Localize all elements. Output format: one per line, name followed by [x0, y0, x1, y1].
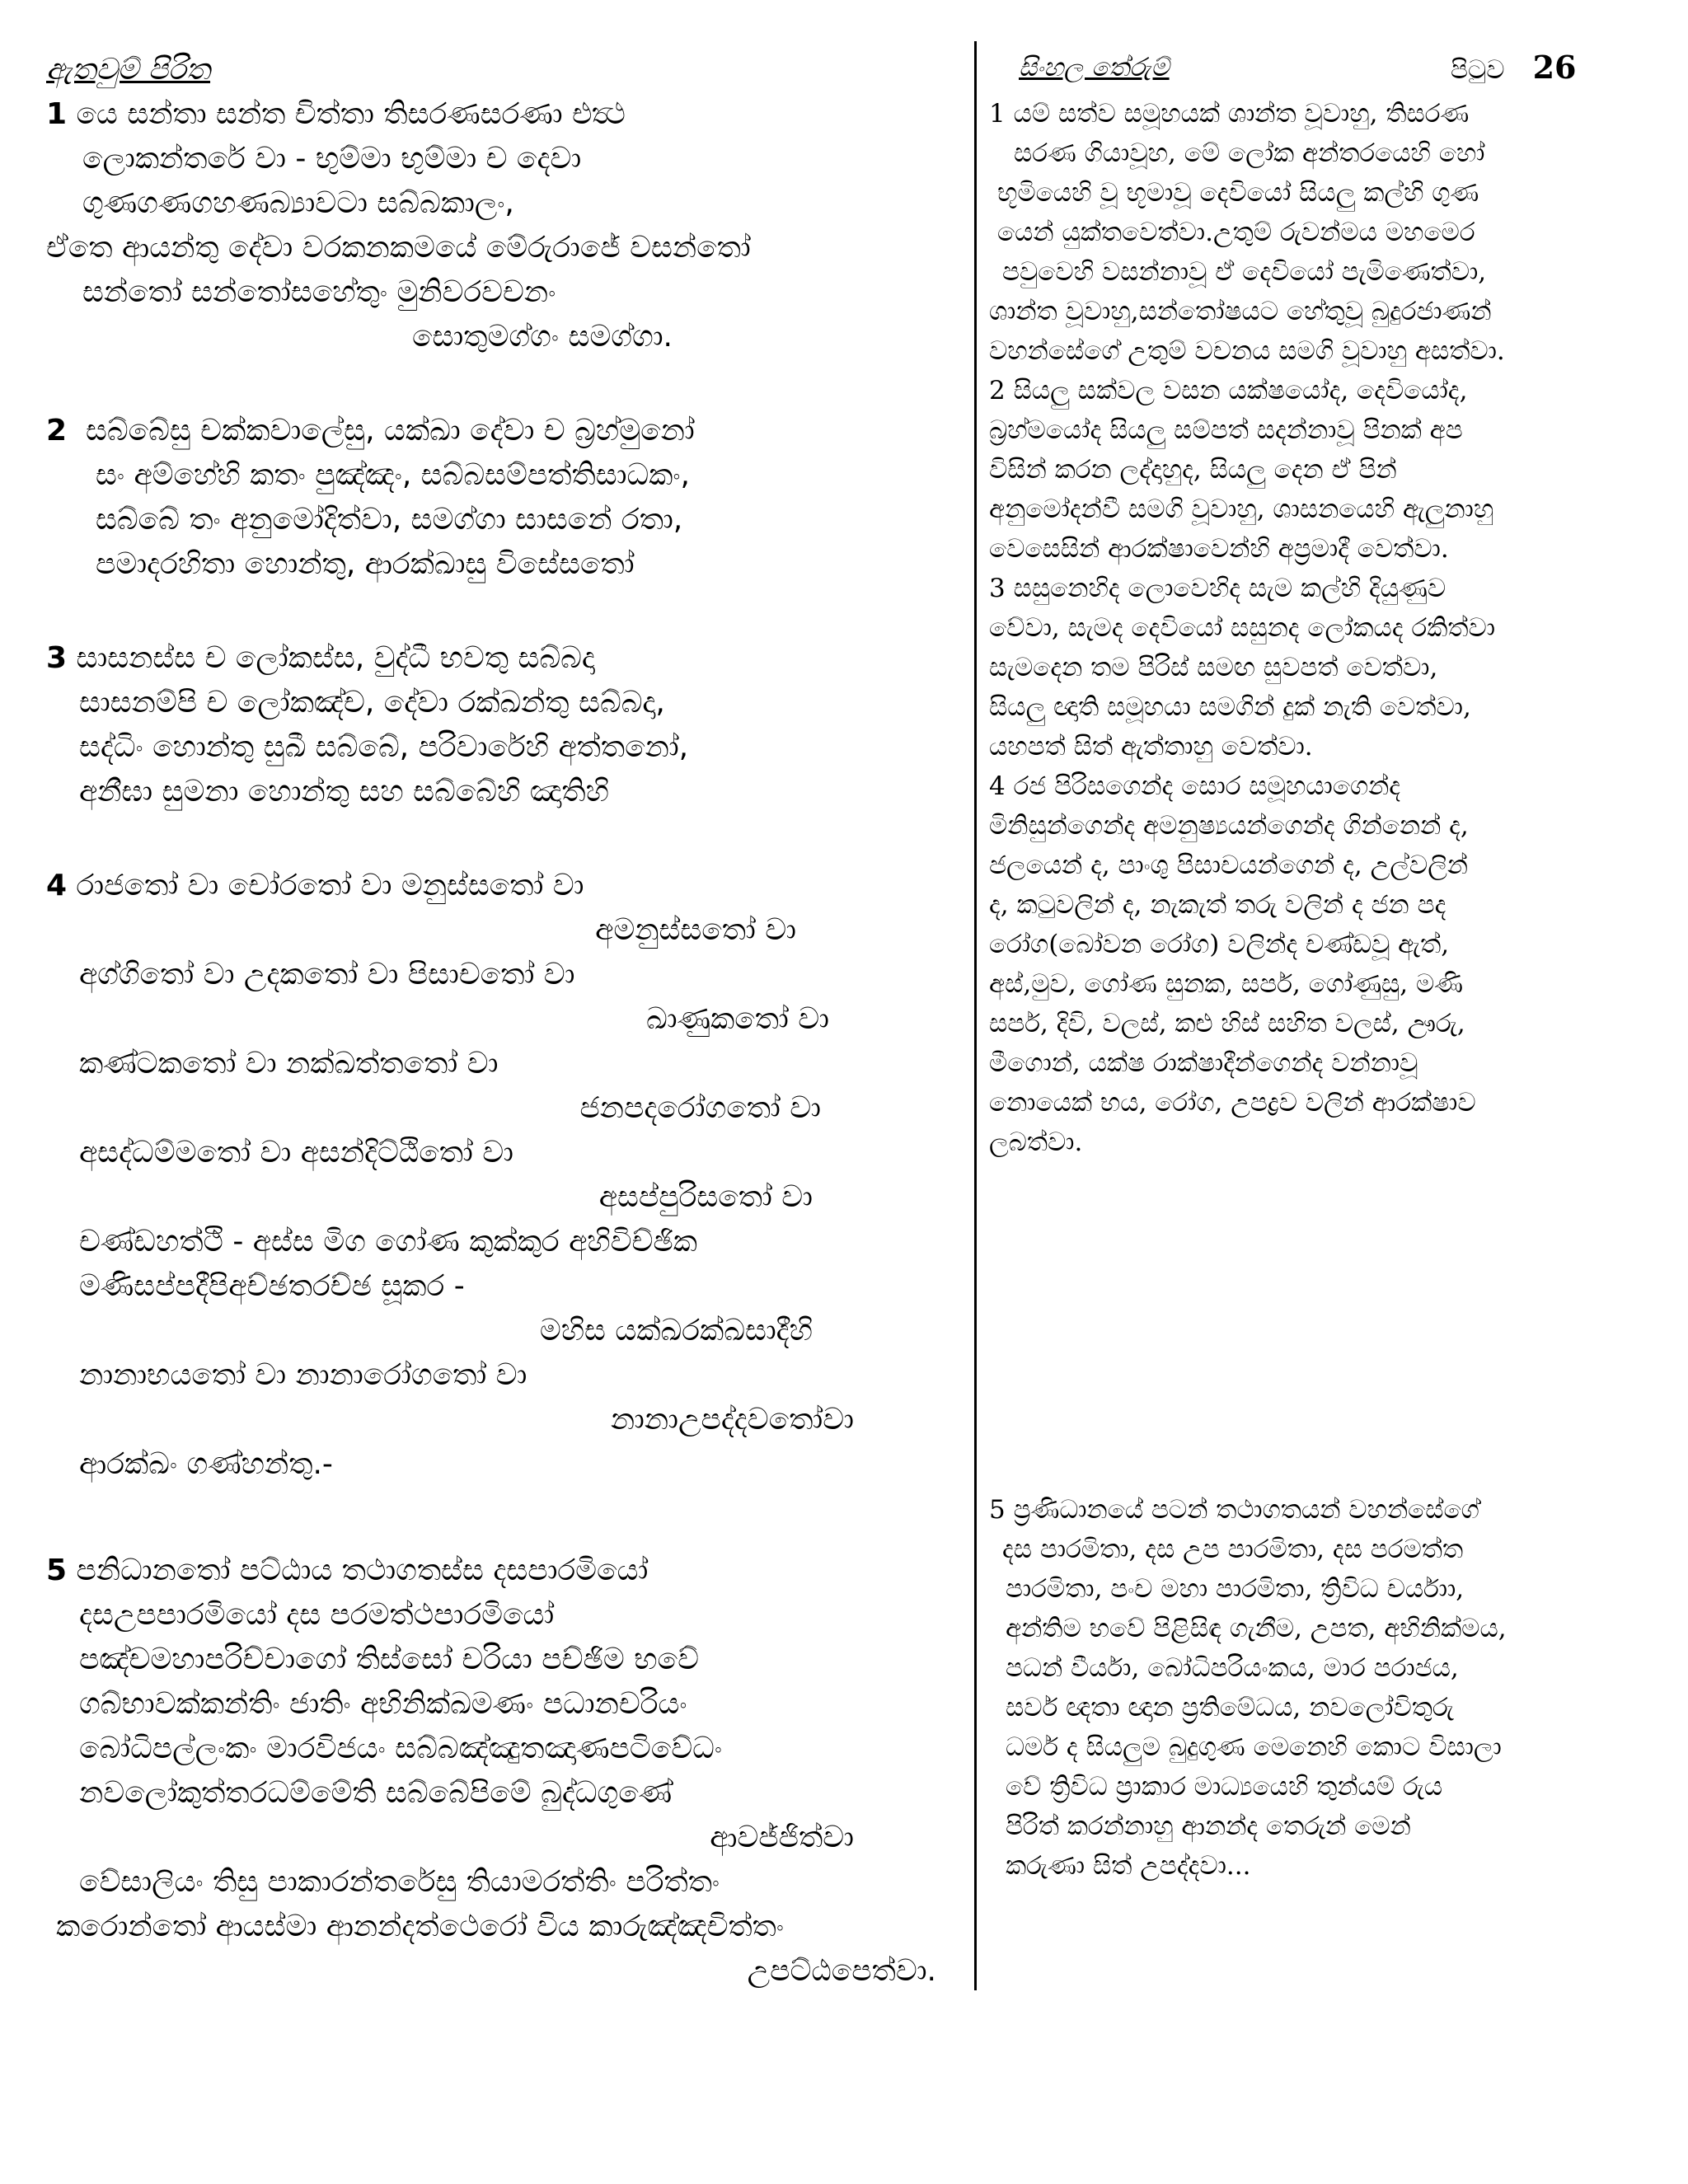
stanza-line: කණ්ටකතෝ වා නක්ඛත්තතෝ වා [79, 1047, 499, 1080]
translation-line: 3 සසුනෙහිද ලොවෙහිද සැම කල්හි දියුණුව [989, 574, 1447, 603]
page-number-label [1451, 48, 1576, 90]
stanza-line: සබ්බේ තං අනුමෝදිත්වා, සමග්ගා සාසනේ රතා, [96, 503, 683, 537]
translation-line: 4 රජ පිරිසගෙන්ද සොර සමූහයාගෙන්ද [989, 771, 1401, 801]
pali-stanza-5 [46, 1549, 961, 1994]
translation-line: කරුණා සිත් උපද්දවා... [1006, 1851, 1251, 1881]
stanza-number: 1 [46, 97, 68, 131]
stanza-line: අසප්පුරිසතෝ වා [598, 1180, 813, 1214]
page-label: පිටුව [1451, 55, 1505, 85]
stanza-number: 2 [46, 414, 68, 448]
stanza-line: නවලෝකුත්තරධම්මේති සබ්බේපිමේ බුද්ධගුණේ [79, 1776, 673, 1810]
translation-line: පිරිත් කරන්නාහු ආනන්ද තෙරුන් මෙන් [1006, 1811, 1411, 1841]
translation-line: සරණ ගියාවූහ, මේ ලෝක අන්තරයෙහි හෝ [1014, 138, 1485, 168]
stanza-line: අග්ගිතෝ වා උදකතෝ වා පිසාචතෝ වා [79, 958, 575, 991]
stanza-line: අමනුස්සතෝ වා [595, 913, 796, 947]
translation-line: පවුවෙහි වසන්නාවූ ඒ දෙවියෝ පැමිණෙත්වා, [1002, 257, 1487, 287]
translation-line: විසින් කරන ලද්දාහුද, සියලු දෙන ඒ පින් [989, 455, 1397, 485]
stanza-line: ලොකන්තරේ වා - භුම්මා භුම්මා ච දෙවා [82, 142, 582, 176]
translation-line: යෙන් යුක්තවෙත්වා.උතුම් රුවන්මය මහමෙර [997, 218, 1475, 247]
pali-stanza-3 [46, 636, 961, 814]
translation-line: ශාන්ත වූවාහු,සන්තෝෂයට හේතුවූ බුදුරජාණන් [989, 297, 1492, 326]
pali-title: ඇතවුම් පිරිත [46, 53, 211, 87]
translation-line: වේවා, සැමද දෙවියෝ සසුනද ලෝකයද රකිත්වා [989, 613, 1496, 643]
stanza-line: සොතුමග්ගං සමග්ගා. [412, 320, 673, 354]
translation-line: සර්ප, දිවි, වලස්, කළු හිස් සහිත වලස්, ඌරු, [989, 1009, 1465, 1038]
translation-line: පධන් වීර්යා, බෝධිපරියංකය, මාර පරාජය, [1006, 1653, 1459, 1683]
stanza-line: ගුණගණගහණබ්‍යාවටා සබ්බකාලං, [82, 186, 514, 220]
translation-line: දස පාරමිතා, දස උප පාරමිතා, දස පරමත්ත [1002, 1535, 1464, 1564]
translation-line: නොයෙක් භය, රෝග, උපද්‍රව වලින් ආරක්ෂාව [989, 1088, 1476, 1118]
translation-para-1 [989, 94, 1657, 371]
column-divider [974, 41, 977, 1990]
translation-line: භූමියෙහි වූ භූමාවූ දෙවියෝ සියලු කල්හි ගුණ [997, 178, 1479, 208]
translation-line: ධර්ම ද සියලුම බුදුගුණ මෙනෙහි කොට විසාලා [1006, 1732, 1502, 1762]
translation-line: බ්‍රහ්මයෝද සියලු සම්පත් සදන්නාවූ පිනක් අප [989, 415, 1463, 445]
translation-line: පාරමිතා, පංච මහා පාරමිතා, ත්‍රිවිධ චර්යාා, [1006, 1574, 1465, 1604]
page-number: 26 [1532, 49, 1577, 86]
stanza-line: සන්තෝ සන්තෝසහේතුං මුනිවරවචනං [82, 275, 556, 309]
translation-line: වේ ත්‍රිවිධ ප්‍රාකාර මාධ්‍යයෙහි තුන්යම් රුය [1006, 1772, 1443, 1802]
translation-line: 1 යම් සත්ව සමූහයක් ශාන්ත වූවාහු, තිසරණ [989, 99, 1470, 129]
stanza-line: පනිධානතෝ පට්ඨාය තථාගතස්ස දසපාරමියෝ [76, 1554, 649, 1587]
translation-line: යහපත් සිත් ඇත්තාහු වෙත්වා. [989, 732, 1313, 762]
translation-line: 2 සියලු සක්වල වසන යක්ෂයෝද, දෙවියෝද, [989, 376, 1468, 405]
translation-line: අස්,මුව, ගෝණ සුනක, සර්ප, ගෝණුසු, මණි [989, 969, 1464, 999]
translation-line: මිනිසුන්ගෙන්ද අමනුෂ්‍යයන්ගෙන්ද ගින්නෙන් ද, [989, 811, 1469, 841]
pali-stanza-2 [46, 409, 961, 587]
stanza-line: බෝධිපල්ලංකං මාරවිජයං සබ්බඤ්ඤුතඤාණපටිවේධං [79, 1732, 723, 1765]
translation-line: වෙසෙසින් ආරක්ෂාවෙන්හි අප්‍රමාදී වෙත්වා. [989, 534, 1449, 564]
stanza-line: ආරක්ඛං ගණ්හන්තු.- [79, 1447, 333, 1481]
translation-line: සර්ව ඥතා ඥාන ප්‍රතිමේධය, නවලෝවිතුරු [1006, 1693, 1454, 1722]
translation-line: රෝග(බෝවන රෝග) වලින්ද චණ්ඩවූ ඇත්, [989, 930, 1450, 959]
stanza-line: නානාභයතෝ වා නානාරෝගතෝ වා [79, 1358, 528, 1392]
stanza-line: පමාදරහිතා හොන්තු, ආරක්ඛාසු විසේසතෝ [96, 547, 635, 581]
stanza-line: පඤ්චමහාපරිච්චාගෝ තිස්සෝ චරියා පච්ඡිම භවේ [79, 1643, 699, 1676]
translation-title: සිංහල තේරුම් [1019, 53, 1170, 82]
stanza-line: ඒතෙ ආයන්තු දේවා වරකනකමයේ මේරුරාජේ වසන්තෝ [46, 231, 751, 265]
stanza-line: ආවජ්ජිත්වා [710, 1821, 854, 1854]
translation-header [989, 48, 1657, 94]
translation-line: ලබත්වා. [989, 1127, 1083, 1157]
translation-para-5 [989, 1490, 1657, 1886]
stanza-number: 5 [46, 1554, 68, 1587]
translation-line: අනුමෝදන්වී සමගි වූවාහු, ශාසනයෙහි ඇලුනාහු [989, 494, 1494, 524]
translation-para-3 [989, 569, 1657, 766]
translation-line: ද, කටුවලින් ද, නැකැත් තරු වලින් ද ජන පද [989, 890, 1447, 920]
stanza-line: දසඋපපාරමියෝ දස පරමත්ථපාරමියෝ [79, 1598, 555, 1632]
stanza-line: යෙ සන්තා සන්ත චිත්තා තිසරණසරණා එත්‍ථ [76, 97, 626, 131]
translation-line: සැමදෙන තම පිරිස් සමඟ සුවපත් වෙත්වා, [989, 653, 1438, 682]
stanza-line: මහිස යක්ඛරක්ඛසාදීහි [539, 1314, 813, 1347]
translation-para-2 [989, 371, 1657, 569]
stanza-line: උපට්ඨපෙත්වා. [747, 1954, 936, 1988]
translation-line: 5 ප්‍රණිධානයේ පටන් තථාගතයන් වහන්සේගේ [989, 1495, 1479, 1525]
stanza-line: කරොන්තෝ ආයස්මා ආනන්දත්ථෙරෝ විය කාරුඤ්ඤචිත්තං [56, 1910, 785, 1943]
stanza-number: 3 [46, 641, 68, 675]
stanza-line: අසද්ධම්මතෝ වා අසන්දිට්ඨිතෝ වා [79, 1136, 513, 1169]
stanza-line: නානාඋපද්දවතෝවා [610, 1403, 854, 1436]
translation-column [989, 48, 1657, 1881]
stanza-line: රාජතෝ වා චෝරතෝ වා මනුස්සතෝ වා [76, 869, 584, 902]
stanza-line: සබ්බේසු චක්කවාලේසු, යක්ඛා දේවා ච බ්‍රහ්මුනෝ [85, 414, 695, 448]
pali-stanza-4 [46, 864, 961, 1487]
translation-line: අන්තිම භවේ පිළිසිඳ ගැනීම, උපත, අභිනික්මය, [1006, 1614, 1507, 1643]
stanza-number: 4 [46, 869, 68, 902]
translation-para-4 [989, 766, 1657, 1162]
translation-line: මීගොන්, යක්ෂ රාක්ෂාදීන්ගෙන්ද වන්නාවූ [989, 1048, 1418, 1078]
stanza-line: සාසනම්පි ච ලෝකඤ්ච, දේවා රක්ඛන්තු සබ්බදා, [79, 686, 665, 719]
pali-stanza-1 [46, 92, 961, 359]
stanza-line: චණ්ඩහත්ථි - අස්ස මිග ගෝණ කුක්කුර අහිවිච්ඡික [79, 1225, 697, 1258]
pali-column [46, 48, 961, 1994]
stanza-line: ඛාණුකතෝ වා [645, 1002, 829, 1036]
stanza-line: වේසාලියං තිසු පාකාරන්තරේසු තියාමරත්තිං පරිත්තං [79, 1865, 720, 1899]
translation-line: සියලු ඥාති සමූහයා සමගින් දුක් නැති වෙත්වා, [989, 692, 1471, 722]
stanza-line: අනීඝා සුමනා හොන්තු සහ සබ්බේහි ඤාතිහි [79, 775, 609, 808]
translation-line: වහන්සේගේ උතුම් වචනය සමගි වූවාහු අසත්වා. [989, 336, 1505, 366]
stanza-line: මණිසප්පදීපිඅච්ඡතරච්ඡ සූකර - [79, 1269, 465, 1303]
stanza-line: සද්ධිං හොන්තු සුඛී සබ්බේ, පරිවාරේහි අත්තනෝ, [79, 730, 689, 764]
stanza-line: සං අම්හේහි කතං පුඤ්ඤං, සබ්බසම්පත්තිසාධකං, [96, 458, 690, 492]
stanza-line: ගබ්භාවක්කන්තිං ජාතිං අභිනික්ඛමණං පධානචරියං [79, 1687, 687, 1721]
translation-line: ජලයෙන් ද, පාංශු පිසාචයන්ගෙන් ද, උල්වලින් [989, 851, 1469, 880]
stanza-line: සාසනස්ස ච ලෝකස්ස, වුද්ධී භවතු සබ්බදා [76, 641, 595, 675]
stanza-line: ජනපදරෝගතෝ වා [579, 1091, 821, 1125]
